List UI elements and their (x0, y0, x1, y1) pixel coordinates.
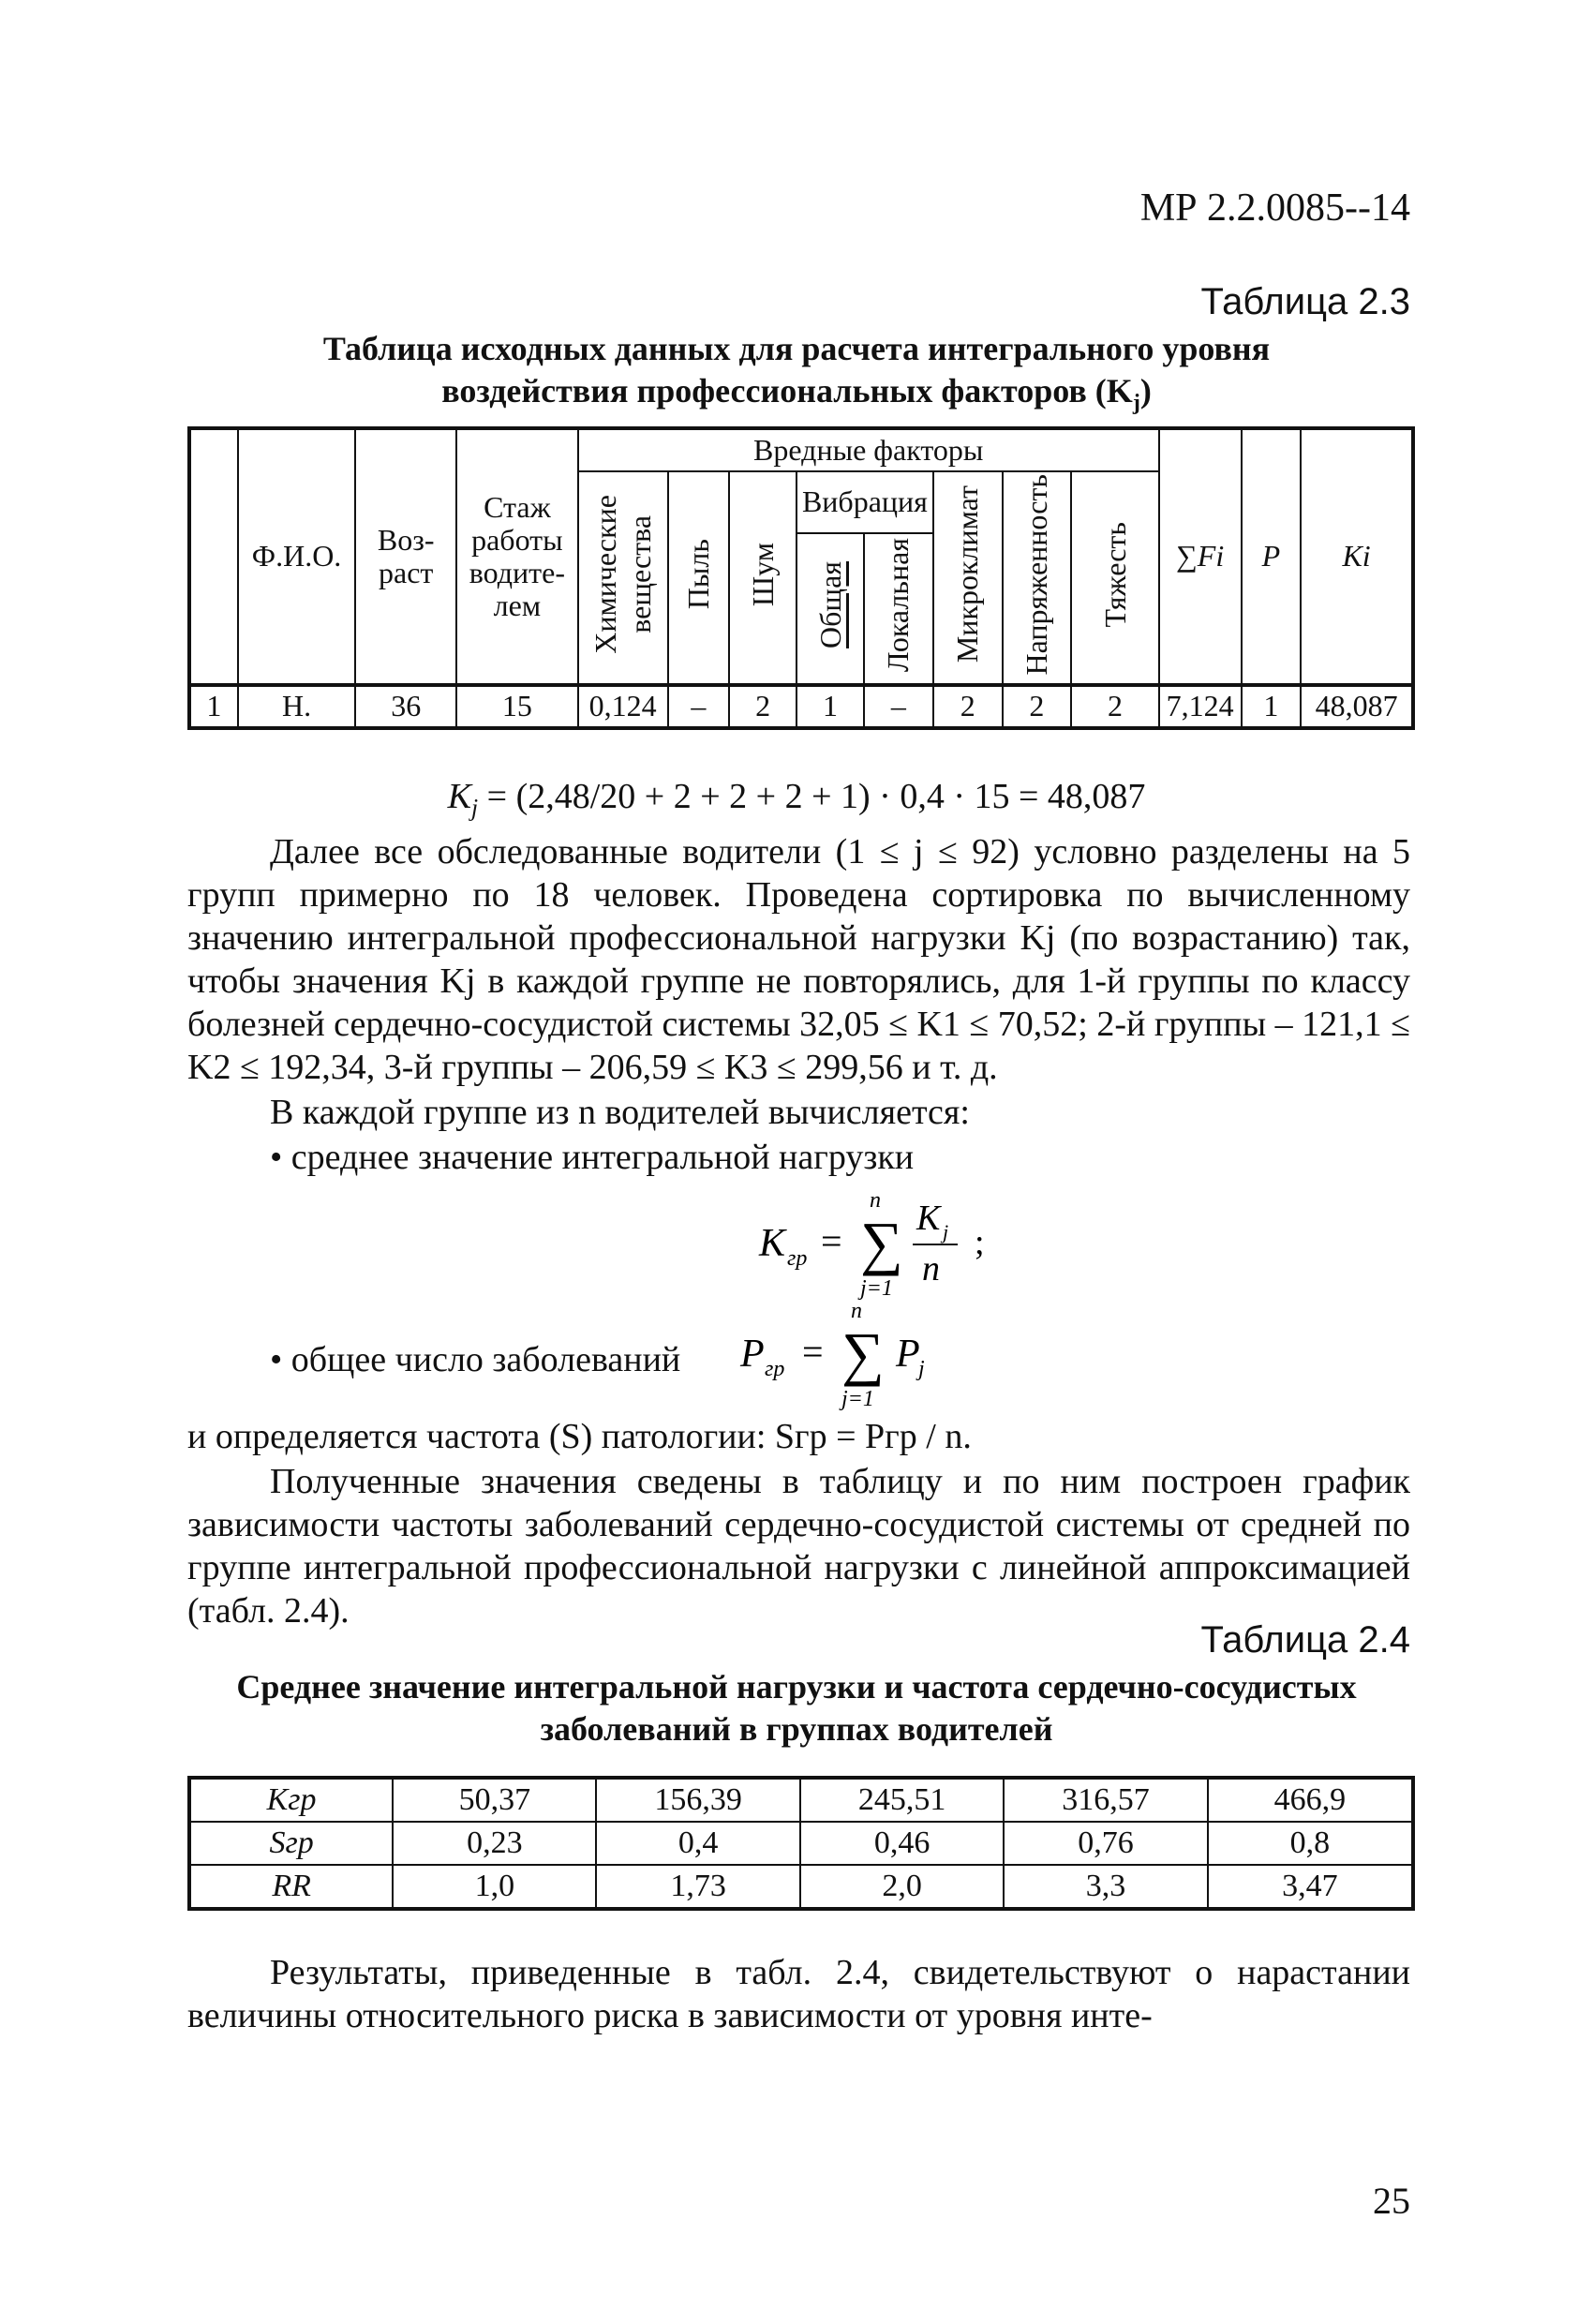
cell-vib-local: – (864, 685, 933, 728)
table-cell: 0,46 (800, 1822, 1004, 1865)
cell-p: 1 (1242, 685, 1302, 728)
pgr-p: P (740, 1333, 765, 1376)
table-2-3-title (187, 328, 1406, 425)
cell-chemicals: 0,124 (578, 685, 668, 728)
table-row (189, 1778, 1413, 1822)
th-vibration: Вибрация (796, 471, 933, 533)
row-label-kgr: Kгр (189, 1778, 393, 1822)
table-cell: 1,73 (596, 1865, 799, 1909)
th-p: P (1242, 428, 1302, 685)
table-cell: 0,8 (1208, 1822, 1413, 1865)
paragraph-each-group: В каждой группе из n водителей вычисляется: (270, 1093, 970, 1132)
paragraph-results: Полученные значения сведены в таблицу и по ним построен график зависимости частоты заболеваний сердечно-сосудистой системы от средней по группе интегральной профессиональной нагрузки с линейной аппроксимацией (табл. 2.4). (187, 1462, 1410, 1631)
paragraph-groups: Далее все обследованные водители (1 ≤ j ≤ 92) условно разделены на 5 групп примерно по 18 человек. Проведена сортировка по вычисленному значению интегральной профессиональной нагрузки Kj (по возрастанию) так, чтобы значения Kj в каждой группе не повторялись, для 1-й группы по классу болезней сердечно-сосудистой системы 32,05 ≤ K1 ≤ 70,52; 2-й группы – 121,1 ≤ K2 ≤ 192,34, 3-й группы – 206,59 ≤ K3 ≤ 299,56 и т. д. (187, 832, 1410, 1087)
frac-n: n (922, 1249, 940, 1289)
th-chemicals: Химические вещества (578, 471, 668, 685)
th-heaviness: Тяжесть (1071, 471, 1158, 685)
cell-heaviness: 2 (1071, 685, 1158, 728)
table-2-3-title-line1: Таблица исходных данных для расчета интегрального уровня (322, 330, 1271, 367)
table-2-4 (187, 1776, 1415, 1911)
cell-dust: – (668, 685, 730, 728)
bullet-total: • общее число заболеваний (270, 1340, 681, 1379)
frac-kj: K (916, 1199, 941, 1238)
table-cell: 1,0 (393, 1865, 596, 1909)
table-row (189, 1865, 1413, 1909)
table-cell: 3,47 (1208, 1865, 1413, 1909)
th-number (189, 428, 238, 685)
table-cell: 3,3 (1004, 1865, 1207, 1909)
sum2-pj-sub: j (918, 1357, 925, 1381)
th-fio: Ф.И.О. (238, 428, 356, 685)
semicolon: ; (975, 1223, 985, 1262)
sum-sign-1: ∑ (860, 1210, 903, 1276)
table-2-3-title-line2: воздействия профессиональных факторов $(K_j)$ (441, 372, 1152, 416)
cell-fio: Н. (238, 685, 356, 728)
sum2-upper: n (851, 1299, 862, 1323)
cell-sum-fi: 7,124 (1159, 685, 1242, 728)
table-2-3-caption: Таблица 2.3 (1200, 281, 1410, 322)
table-2-4-title-line2: заболеваний в группах водителей (540, 1710, 1053, 1748)
th-age: Воз- раст (355, 428, 456, 685)
table-cell: 316,57 (1004, 1778, 1207, 1822)
sum2-pj: P (896, 1333, 920, 1376)
table-2-3 (187, 426, 1415, 730)
table-cell: 245,51 (800, 1778, 1004, 1822)
row-label-sgr: Sгр (189, 1822, 393, 1865)
sum1-upper: n (870, 1188, 881, 1213)
th-sum-fi: ∑Fi (1159, 428, 1242, 685)
table-cell: 0,23 (393, 1822, 596, 1865)
kgr-sub: гр (787, 1246, 808, 1271)
table-cell: 156,39 (596, 1778, 799, 1822)
cell-tension: 2 (1003, 685, 1072, 728)
row-label-rr: RR (189, 1865, 393, 1909)
table-2-4-title-line1: Среднее значение интегральной нагрузки и частота сердечно-сосудистых (236, 1668, 1357, 1706)
th-ki: Ki (1301, 428, 1413, 685)
sum-sign-2: ∑ (841, 1320, 885, 1387)
cell-experience: 15 (456, 685, 578, 728)
pgr-equals: = (802, 1331, 824, 1373)
bullet-average: • среднее значение интегральной нагрузки (270, 1138, 915, 1177)
cell-number: 1 (189, 685, 238, 728)
table-cell: 2,0 (800, 1865, 1004, 1909)
th-vib-local: Локальная (864, 533, 933, 685)
paragraph-frequency: и определяется частота (S) патологии: Sгр = Pгр / n. (187, 1417, 972, 1456)
kgr-k: K (759, 1222, 786, 1265)
table-2-4-caption: Таблица 2.4 (1200, 1619, 1410, 1661)
paragraph-conclusion: Результаты, приведенные в табл. 2.4, свидетельствуют о нарастании величины относительного риска в зависимости от уровня инте- (187, 1953, 1410, 2035)
th-harmful-factors: Вредные факторы (578, 428, 1159, 471)
table-cell: 466,9 (1208, 1778, 1413, 1822)
kgr-equals: = (821, 1220, 842, 1262)
th-vib-general: Общая (796, 533, 864, 685)
formula-kj: $K_j = (2,48/20 + 2 + 2 + 2 + 1) \cdot 0,4 \cdot 15 = 48,087$ (447, 777, 1146, 822)
th-experience: Стаж работы водите- лем (456, 428, 578, 685)
table-cell: 0,76 (1004, 1822, 1207, 1865)
cell-noise: 2 (729, 685, 796, 728)
table-2-4-title (187, 1666, 1406, 1750)
cell-microclimate: 2 (933, 685, 1003, 728)
table-cell: 50,37 (393, 1778, 596, 1822)
th-tension: Напряженность (1003, 471, 1072, 685)
cell-ki: 48,087 (1301, 685, 1413, 728)
th-dust: Пыль (668, 471, 730, 685)
frac-kj-sub: j (943, 1220, 949, 1244)
table-row (189, 1822, 1413, 1865)
sum1-lower: j=1 (860, 1276, 893, 1301)
cell-vib-general: 1 (796, 685, 864, 728)
document-code: МР 2.2.0085--14 (1139, 186, 1410, 230)
page-number: 25 (1373, 2180, 1410, 2222)
pgr-sub: гр (765, 1357, 785, 1381)
th-microclimate: Микроклимат (933, 471, 1003, 685)
cell-age: 36 (355, 685, 456, 728)
sum2-lower: j=1 (841, 1387, 874, 1411)
table-cell: 0,4 (596, 1822, 799, 1865)
th-noise: Шум (729, 471, 796, 685)
formula-pgr (731, 1284, 956, 1415)
